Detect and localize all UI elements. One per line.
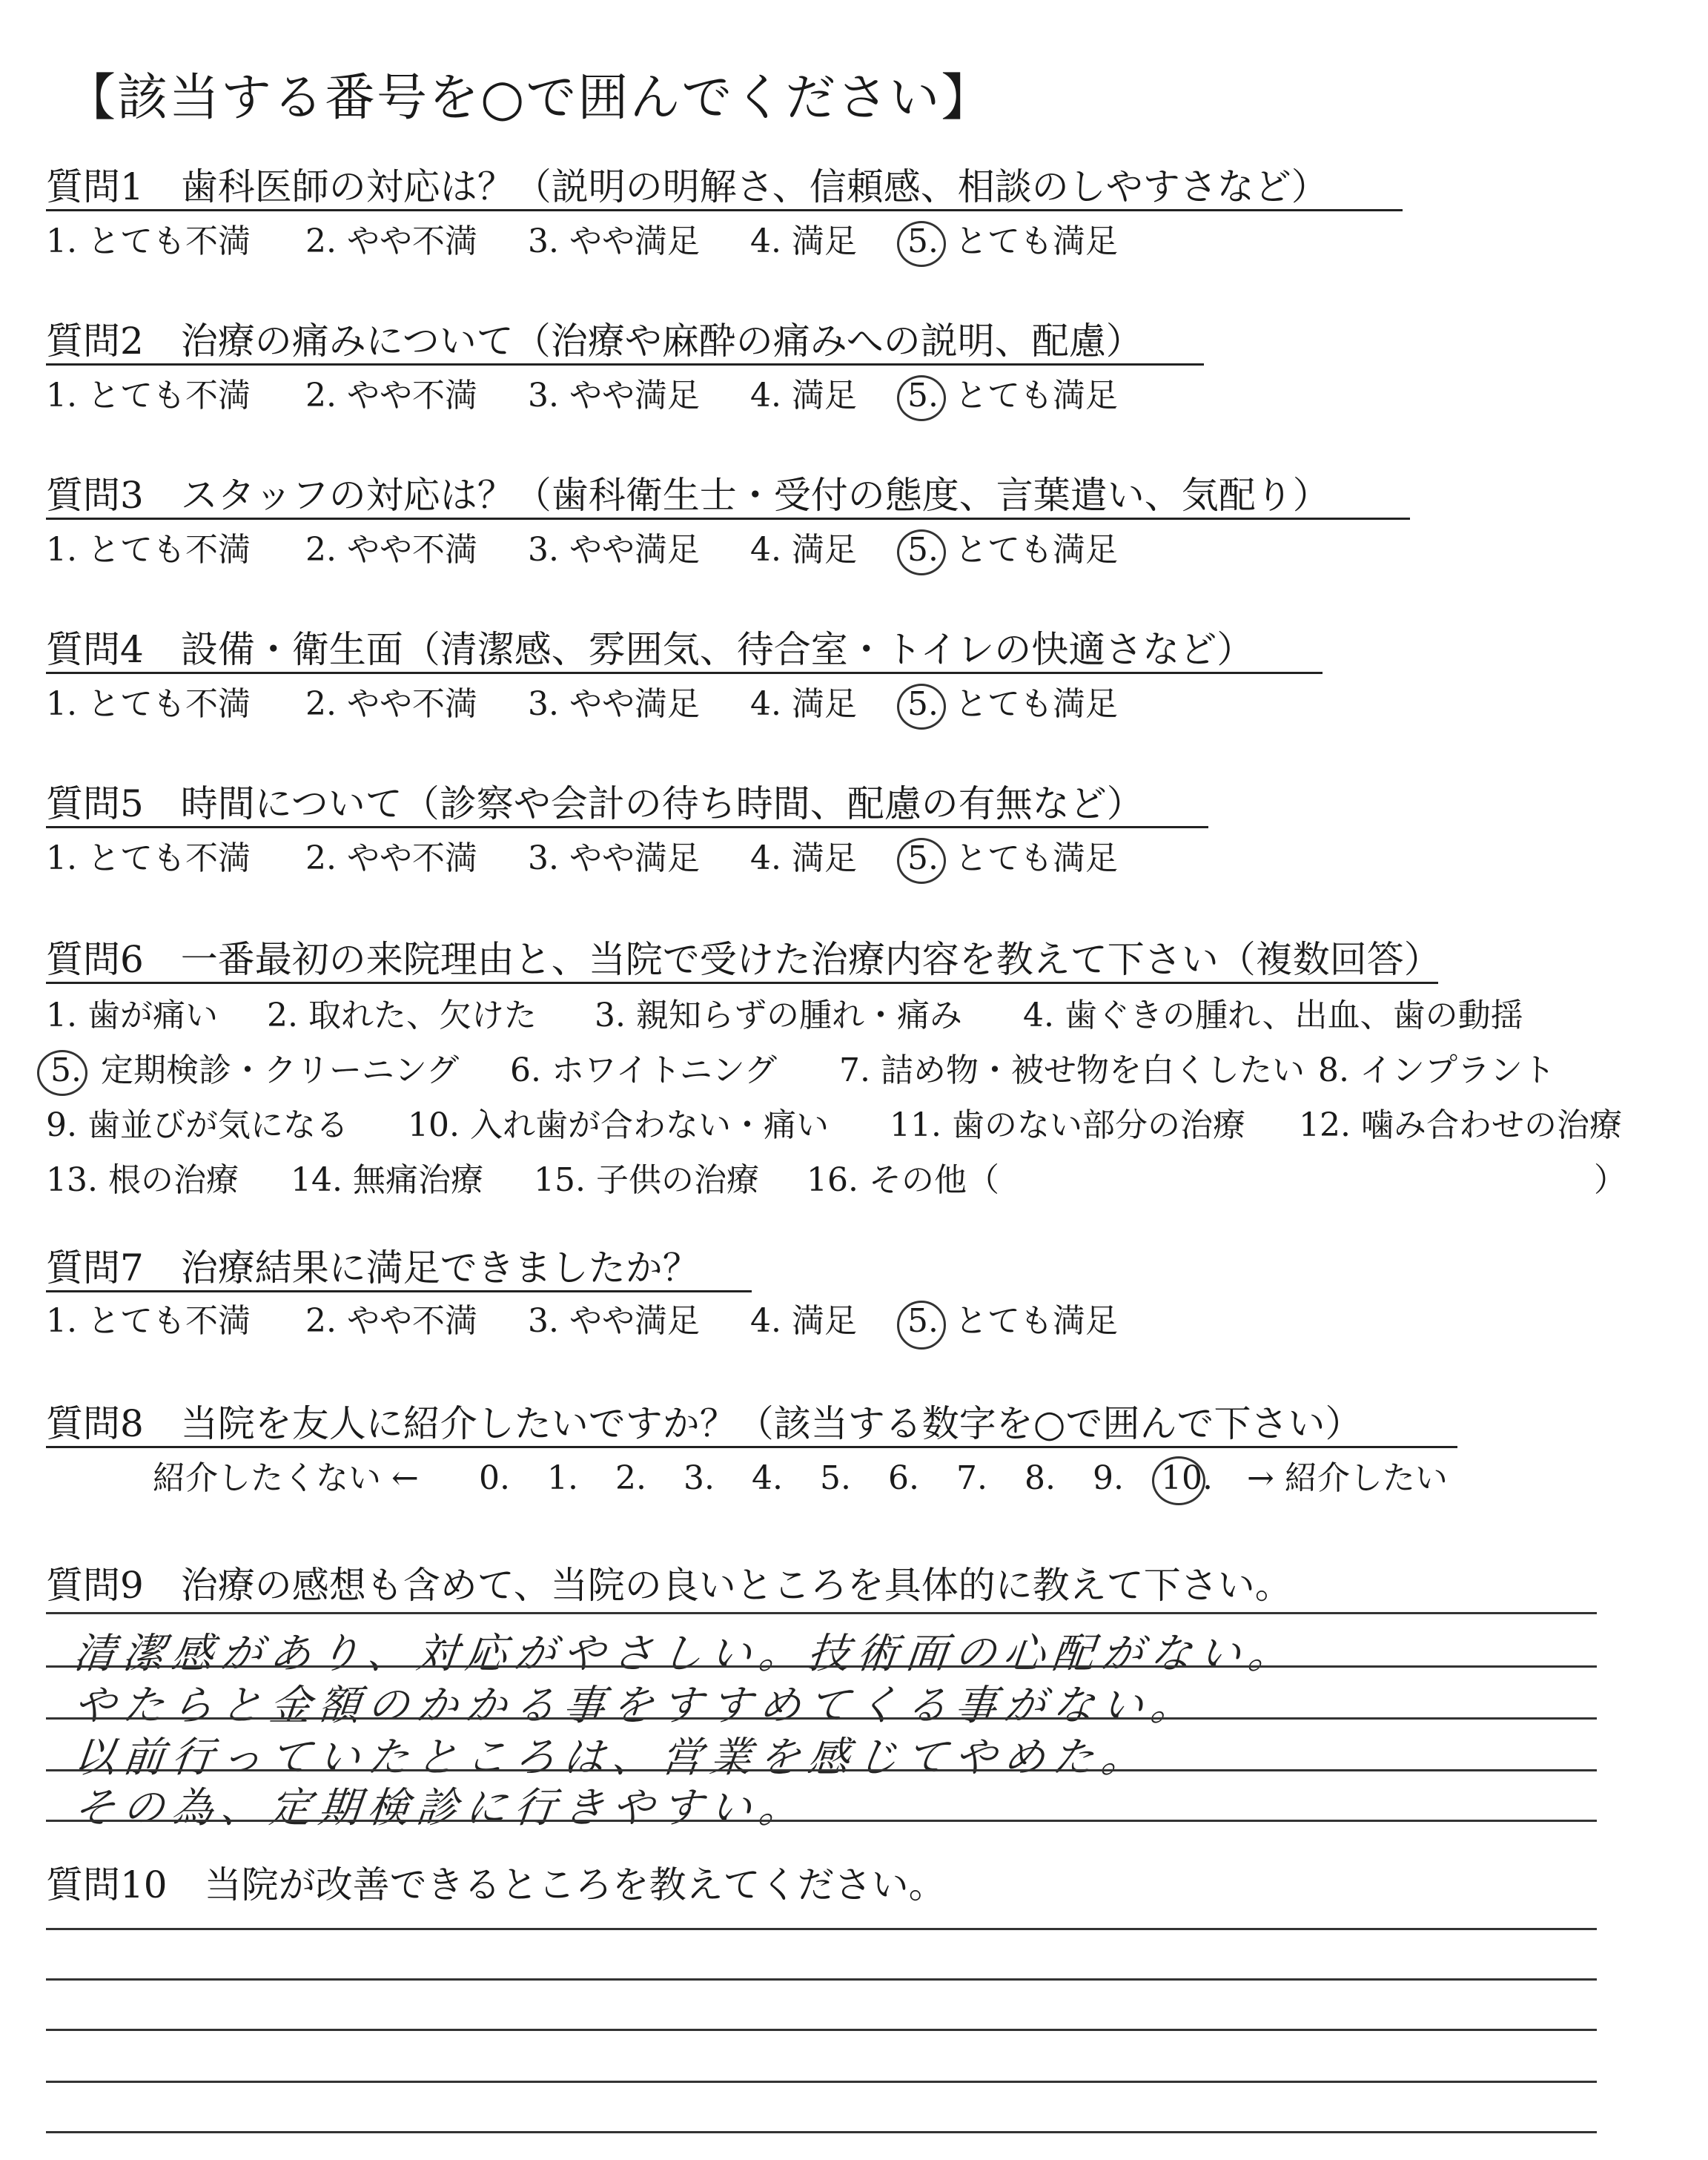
answer-line [46,1769,1597,1771]
option-5-label: とても満足 [955,531,1118,569]
handwritten-answer-1: 清潔感があり、対応がやさしい。技術面の心配がない。 [71,1630,1300,1678]
instruction-header: 【該当する番号を○で囲んでください】 [65,69,993,128]
option-5-label: とても満足 [955,222,1118,260]
option-4[interactable]: 4. 満足 [750,531,857,569]
option-4[interactable]: 4. 満足 [750,1302,857,1340]
option-1[interactable]: 1. とても不満 [46,222,251,260]
option-5[interactable]: 5. [907,222,939,260]
answer-line [46,1717,1597,1720]
question-title: 質問6 一番最初の来院理由と、当院で受けた治療内容を教えて下さい（複数回答） [46,938,1441,981]
option-9[interactable]: 9. 歯並びが気になる [46,1106,348,1144]
option-3[interactable]: 3. やや満足 [528,1302,700,1340]
option-3[interactable]: 3. やや満足 [528,685,700,723]
option-2[interactable]: 2. 取れた、欠けた [267,997,537,1034]
question-title: 質問7 治療結果に満足できましたか？ [46,1246,700,1289]
question-title: 質問10 当院が改善できるところを教えてください。 [46,1863,946,1906]
scale-left-label: 紹介したくない ← [153,1459,419,1497]
option-3[interactable]: 3. やや満足 [528,839,700,877]
selected-circle [897,684,946,730]
question-title: 質問8 当院を友人に紹介したいですか？（該当する数字を○で囲んで下さい） [46,1402,1363,1445]
scale-1[interactable]: 1. [547,1459,578,1497]
selected-circle [897,529,946,575]
option-2[interactable]: 2. やや不満 [305,531,477,569]
option-15[interactable]: 15. 子供の治療 [534,1161,759,1199]
selected-circle [897,838,946,884]
option-1[interactable]: 1. とても不満 [46,685,251,723]
option-1[interactable]: 1. とても不満 [46,839,251,877]
handwritten-answer-2: やたらと金額のかかる事をすすめてくる事がない。 [71,1682,1202,1730]
option-8[interactable]: 8. インプラント [1318,1051,1555,1089]
scale-6[interactable]: 6. [888,1459,919,1497]
underline [46,826,1208,828]
option-5-label: とても満足 [955,377,1118,415]
underline [46,1446,1457,1448]
option-2[interactable]: 2. やや不満 [305,839,477,877]
underline [46,1290,752,1292]
selected-circle [897,1301,946,1350]
selected-circle [897,221,946,267]
scale-10[interactable]: 10. [1161,1459,1213,1497]
option-4[interactable]: 4. 満足 [750,839,857,877]
question-title: 質問5 時間について（診察や会計の待ち時間、配慮の有無など） [46,782,1144,825]
selected-circle [37,1050,87,1096]
option-14[interactable]: 14. 無痛治療 [291,1161,483,1199]
option-16[interactable]: 16. その他（ [807,1161,999,1199]
option-6[interactable]: 6. ホワイトニング [510,1051,778,1089]
underline [46,982,1438,984]
option-3[interactable]: 3. やや満足 [528,222,700,260]
answer-line[interactable] [46,1928,1597,1930]
option-2[interactable]: 2. やや不満 [305,1302,477,1340]
handwritten-answer-4: その為、定期検診に行きやすい。 [71,1784,810,1832]
answer-line[interactable] [46,2081,1597,2083]
underline [46,209,1403,211]
option-7[interactable]: 7. 詰め物・被せ物を白くしたい [839,1051,1305,1089]
scale-0[interactable]: 0. [479,1459,510,1497]
option-4[interactable]: 4. 満足 [750,222,857,260]
answer-line [46,1820,1597,1822]
answer-line[interactable] [46,2131,1597,2133]
option-2[interactable]: 2. やや不満 [305,222,477,260]
option-1[interactable]: 1. とても不満 [46,1302,251,1340]
option-1[interactable]: 1. 歯が痛い [46,997,218,1034]
option-10[interactable]: 10. 入れ歯が合わない・痛い [408,1106,829,1144]
option-5[interactable]: 5. [907,685,939,723]
scale-8[interactable]: 8. [1025,1459,1056,1497]
question-title: 質問3 スタッフの対応は？（歯科衛生士・受付の態度、言葉遣い、気配り） [46,474,1330,517]
question-title: 質問1 歯科医師の対応は？（説明の明解さ、信頼感、相談のしやすさなど） [46,165,1328,208]
option-4[interactable]: 4. 歯ぐきの腫れ、出血、歯の動揺 [1023,997,1523,1034]
scale-4[interactable]: 4. [752,1459,783,1497]
option-4[interactable]: 4. 満足 [750,377,857,415]
recommend-scale [153,1456,1487,1501]
answer-line [46,1612,1597,1614]
scale-3[interactable]: 3. [683,1459,715,1497]
underline [46,518,1410,520]
other-close-paren: ） [1594,1161,1626,1199]
option-1[interactable]: 1. とても不満 [46,531,251,569]
option-3[interactable]: 3. やや満足 [528,377,700,415]
option-12[interactable]: 12. 噛み合わせの治療 [1299,1106,1622,1144]
option-2[interactable]: 2. やや不満 [305,377,477,415]
option-5-label: 定期検診・クリーニング [101,1051,460,1089]
question-title: 質問9 治療の感想も含めて、当院の良いところを具体的に教えて下さい。 [46,1564,1292,1607]
answer-line [46,1665,1597,1668]
option-13[interactable]: 13. 根の治療 [46,1161,239,1199]
scale-right-label: → 紹介したい [1247,1459,1448,1497]
question-title: 質問4 設備・衛生面（清潔感、雰囲気、待合室・トイレの快適さなど） [46,628,1254,671]
underline [46,672,1323,674]
answer-line[interactable] [46,1978,1597,1981]
option-3[interactable]: 3. やや満足 [528,531,700,569]
answer-line[interactable] [46,2029,1597,2031]
scale-7[interactable]: 7. [956,1459,987,1497]
scale-9[interactable]: 9. [1093,1459,1124,1497]
question-title: 質問2 治療の痛みについて（治療や麻酔の痛みへの説明、配慮） [46,320,1143,363]
option-5[interactable]: 5. [907,839,939,877]
option-5-label: とても満足 [955,839,1118,877]
option-5-label: とても満足 [955,685,1118,723]
scale-2[interactable]: 2. [615,1459,646,1497]
option-4[interactable]: 4. 満足 [750,685,857,723]
selected-circle [897,375,946,421]
option-5-label: とても満足 [955,1302,1118,1340]
handwritten-answer-3: 以前行っていたところは、営業を感じてやめた。 [71,1734,1153,1782]
option-5[interactable]: 5. [907,1302,939,1340]
option-5[interactable]: 5. [907,531,939,569]
option-5[interactable]: 5. [50,1051,82,1089]
option-3[interactable]: 3. 親知らずの腫れ・痛み [595,997,962,1034]
scale-5[interactable]: 5. [820,1459,851,1497]
selected-circle [1152,1456,1205,1505]
option-5[interactable]: 5. [907,377,939,415]
option-2[interactable]: 2. やや不満 [305,685,477,723]
option-1[interactable]: 1. とても不満 [46,377,251,415]
option-11[interactable]: 11. 歯のない部分の治療 [890,1106,1245,1144]
underline [46,363,1204,366]
